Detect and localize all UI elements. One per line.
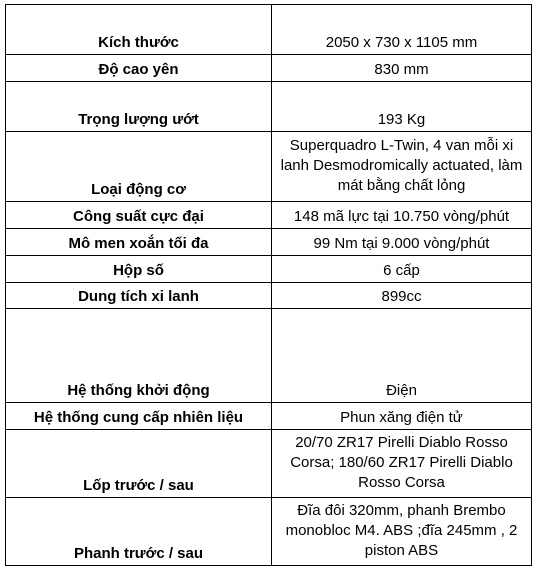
spec-table — [5, 4, 532, 566]
row-value: 899cc — [272, 283, 532, 309]
table-row — [6, 430, 532, 498]
row-label: Hệ thống cung cấp nhiên liệu — [6, 403, 272, 430]
table-row — [6, 55, 532, 82]
row-label: Trọng lượng ướt — [6, 82, 272, 132]
row-label: Mô men xoắn tối đa — [6, 229, 272, 256]
row-label: Lốp trước / sau — [6, 430, 272, 498]
row-value: 148 mã lực tại 10.750 vòng/phút — [272, 202, 532, 229]
row-label: Công suất cực đại — [6, 202, 272, 229]
row-value: Điện — [272, 309, 532, 403]
row-value: Phun xăng điện tử — [272, 403, 532, 430]
row-label: Dung tích xi lanh — [6, 283, 272, 309]
table-row — [6, 202, 532, 229]
row-value: 99 Nm tại 9.000 vòng/phút — [272, 229, 532, 256]
table-row — [6, 5, 532, 55]
table-row — [6, 403, 532, 430]
table-row — [6, 309, 532, 403]
table-row — [6, 82, 532, 132]
row-label: Loại động cơ — [6, 132, 272, 202]
table-row — [6, 283, 532, 309]
table-row — [6, 229, 532, 256]
row-value: Đĩa đôi 320mm, phanh Brembo monobloc M4. ABS ;đĩa 245mm , 2 piston ABS — [272, 498, 532, 566]
row-label: Hệ thống khởi động — [6, 309, 272, 403]
row-value: 830 mm — [272, 55, 532, 82]
row-label: Độ cao yên — [6, 55, 272, 82]
table-row — [6, 498, 532, 566]
row-value: 6 cấp — [272, 256, 532, 283]
row-label: Kích thước — [6, 5, 272, 55]
row-value: 20/70 ZR17 Pirelli Diablo Rosso Corsa; 180/60 ZR17 Pirelli Diablo Rosso Corsa — [272, 430, 532, 498]
row-value: 2050 x 730 x 1105 mm — [272, 5, 532, 55]
table-row — [6, 256, 532, 283]
row-value: 193 Kg — [272, 82, 532, 132]
row-value: Superquadro L-Twin, 4 van mỗi xi lanh Desmodromically actuated, làm mát bằng chất lỏng — [272, 132, 532, 202]
table-row — [6, 132, 532, 202]
row-label: Hộp số — [6, 256, 272, 283]
row-label: Phanh trước / sau — [6, 498, 272, 566]
